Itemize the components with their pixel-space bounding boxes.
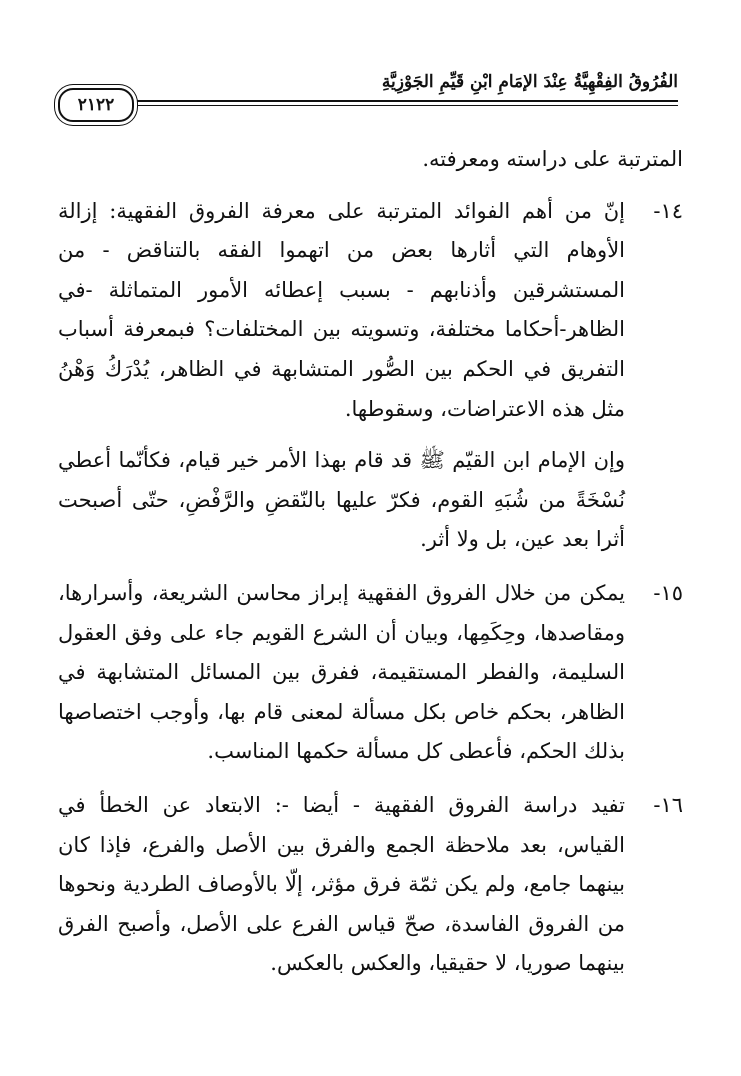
- page-body: [58, 140, 683, 984]
- item-text: إنّ من أهم الفوائد المترتبة على معرفة الفروق الفقهية: إزالة الأوهام التي أثارها بعض من اتهموا الفقه بالتناقض - من المستشرقين وأذنابهم - بسبب إعطائه الأمور المتماثلة -في الظاهر-أحكاما مختلفة، وتسويته بين المختلفات؟ فبمعرفة أسباب التفريق في الحكم بين الصُّور المتشابهة في الظاهر، يُدْرَكُ وَهْنُ مثل هذه الاعتراضات، وسقوطها.: [58, 198, 625, 421]
- page-number: ٢١٢٢: [77, 95, 115, 115]
- header-rule-thick: [58, 100, 678, 102]
- header-rule-thin: [58, 105, 678, 106]
- item-text: يمكن من خلال الفروق الفقهية إبراز محاسن الشريعة، وأسرارها، ومقاصدها، وحِكَمِها، وبيان أن الشرع القويم جاء على وفق العقول السليمة، والفطر المستقيمة، ففرق بين المسائل المتشابهة في الظاهر، بحكم خاص بكل مسألة لمعنى قام بها، وأوجب اختصاصها بذلك الحكم، فأعطى كل مسألة حكمها المناسب.: [58, 580, 625, 764]
- item-text: تفيد دراسة الفروق الفقهية - أيضا -: الابتعاد عن الخطأ في القياس، بعد ملاحظة الجمع والفرق بين الأصل والفرع، فإذا كان بينهما جامع، ولم يكن ثمّة فرق مؤثر، إلّا بالأوصاف الطردية ونحوها من الفروق الفاسدة، صحّ قياس الفرع على الأصل، وأصبح الفرق بينهما صوريا، لا حقيقيا، والعكس بالعكس.: [58, 792, 625, 976]
- item-number: ١٦-: [653, 792, 683, 817]
- page-header: [58, 62, 678, 122]
- list-item-15: [58, 574, 683, 772]
- carry-over-line: المترتبة على دراسته ومعرفته.: [422, 147, 683, 171]
- item-number: ١٤-: [653, 198, 683, 223]
- list-item-16: [58, 786, 683, 984]
- page-number-badge: [58, 88, 134, 122]
- list-item-14: [58, 192, 683, 430]
- running-title: الفُرُوقُ الفِقْهِيَّةُ عِنْدَ الإمَامِ ابْنِ قَيِّمِ الجَوْزِيَّةِ: [381, 72, 678, 92]
- item-number: ١٥-: [653, 580, 683, 605]
- commentary-paragraph: وإن الإمام ابن القيّم ﷺ قد قام بهذا الأمر خير قيام، فكأنّما أعطي نُسْخَةً من شُبَهِ القوم، فكرّ عليها بالنّقضِ والرَّفْضِ، حتّى أصبحت أثرا بعد عين، بل ولا أثر.: [58, 448, 625, 552]
